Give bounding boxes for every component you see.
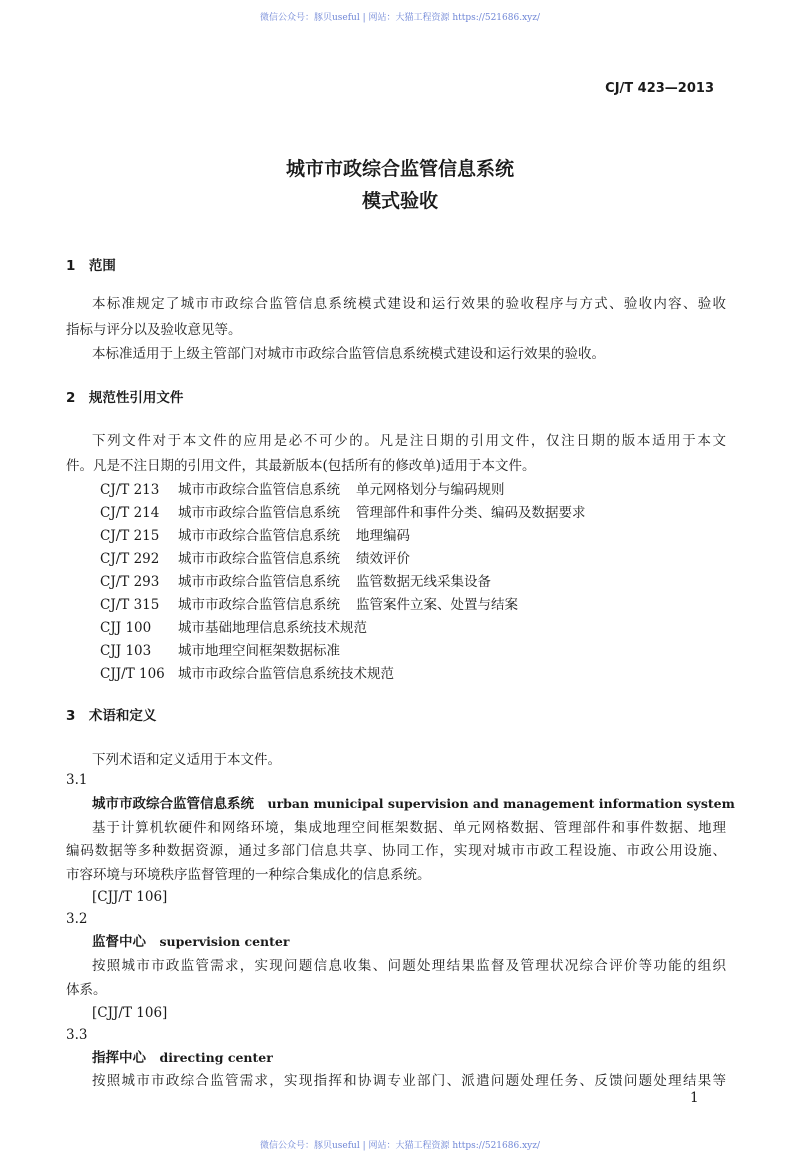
reference-item xyxy=(100,527,410,545)
paragraph-line: 本标准适用于上级主管部门对城市市政综合监管信息系统模式建设和运行效果的验收。 xyxy=(92,346,605,362)
definition-line: 市容环境与环境秩序监督管理的一种综合集成化的信息系统。 xyxy=(66,867,431,883)
reference-title: 城市市政综合监管信息系统 xyxy=(178,505,340,521)
reference-subtitle: 地理编码 xyxy=(356,528,410,544)
term-number: 3.1 xyxy=(66,772,88,788)
reference-title: 城市市政综合监管信息系统 xyxy=(178,528,340,544)
standard-code: CJ/T 423—2013 xyxy=(605,81,714,96)
reference-title: 城市地理空间框架数据标准 xyxy=(178,643,340,659)
term-heading xyxy=(92,1049,273,1067)
section-2-heading: 2 规范性引用文件 xyxy=(66,390,184,406)
reference-code: CJJ/T 106 xyxy=(100,666,165,682)
definition-line: 按照城市市政监管需求，实现问题信息收集、问题处理结果监督及管理状况综合评价等功能的组织 xyxy=(92,958,726,974)
definition-line: 编码数据等多种数据资源，通过多部门信息共享、协同工作，实现对城市市政工程设施、市政公用设施、 xyxy=(66,843,726,859)
doc-title-line1: 城市市政综合监管信息系统 xyxy=(285,158,514,180)
reference-code: CJ/T 214 xyxy=(100,505,160,521)
watermark-bottom: 微信公众号：豚贝useful | 网站：大猫工程资源 https://521686.xyz/ xyxy=(259,1141,541,1151)
reference-code: CJ/T 293 xyxy=(100,574,160,590)
term-zh: 指挥中心 xyxy=(92,1050,146,1066)
paragraph-line: 件。凡是不注日期的引用文件，其最新版本(包括所有的修改单)适用于本文件。 xyxy=(66,458,536,474)
term-heading xyxy=(92,795,735,813)
term-number: 3.2 xyxy=(66,911,88,927)
reference-subtitle: 单元网格划分与编码规则 xyxy=(356,482,505,498)
term-en: urban municipal supervision and management information system xyxy=(267,796,735,811)
reference-item xyxy=(100,481,505,499)
term-en: supervision center xyxy=(159,934,290,949)
reference-item xyxy=(100,642,356,660)
definition-line: 按照城市市政综合监管需求，实现指挥和协调专业部门、派遣问题处理任务、反馈问题处理结果等 xyxy=(92,1073,726,1089)
paragraph-line: 下列文件对于本文件的应用是必不可少的。凡是注日期的引用文件，仅注日期的版本适用于本文 xyxy=(92,433,726,449)
reference-code: CJ/T 315 xyxy=(100,597,160,613)
reference-code: CJJ 100 xyxy=(100,620,152,636)
reference-subtitle: 管理部件和事件分类、编码及数据要求 xyxy=(356,505,586,521)
reference-item xyxy=(100,665,410,683)
reference-code: CJ/T 215 xyxy=(100,528,160,544)
reference-subtitle: 绩效评价 xyxy=(356,551,410,567)
paragraph-line: 下列术语和定义适用于本文件。 xyxy=(92,752,281,768)
definition-line: 基于计算机软硬件和网络环境，集成地理空间框架数据、单元网格数据、管理部件和事件数据、地理 xyxy=(92,820,726,836)
reference-subtitle: 监管数据无线采集设备 xyxy=(356,574,491,590)
section-3-heading: 3 术语和定义 xyxy=(66,708,157,724)
definition-line: 体系。 xyxy=(66,982,107,998)
reference-title: 城市市政综合监管信息系统 xyxy=(178,482,340,498)
reference-code: CJ/T 292 xyxy=(100,551,160,567)
reference-item xyxy=(100,550,410,568)
watermark-top: 微信公众号：豚贝useful | 网站：大猫工程资源 https://521686.xyz/ xyxy=(259,13,541,23)
term-number: 3.3 xyxy=(66,1027,88,1043)
reference-item xyxy=(100,504,586,522)
doc-title-line2: 模式验收 xyxy=(361,190,438,212)
term-zh: 城市市政综合监管信息系统 xyxy=(92,796,254,812)
reference-subtitle: 监管案件立案、处置与结案 xyxy=(356,597,518,613)
term-heading xyxy=(92,933,289,951)
reference-item xyxy=(100,573,491,591)
reference-title: 城市市政综合监管信息系统技术规范 xyxy=(178,666,394,682)
term-zh: 监督中心 xyxy=(92,934,146,950)
reference-code: CJJ 103 xyxy=(100,643,152,659)
term-source: [CJJ/T 106] xyxy=(92,1005,168,1021)
reference-item xyxy=(100,596,518,614)
reference-title: 城市基础地理信息系统技术规范 xyxy=(178,620,367,636)
reference-title: 城市市政综合监管信息系统 xyxy=(178,597,340,613)
paragraph-line: 指标与评分以及验收意见等。 xyxy=(66,322,242,338)
page-number: 1 xyxy=(690,1090,699,1106)
reference-title: 城市市政综合监管信息系统 xyxy=(178,551,340,567)
reference-code: CJ/T 213 xyxy=(100,482,160,498)
section-1-heading: 1 范围 xyxy=(66,258,116,274)
term-source: [CJJ/T 106] xyxy=(92,889,168,905)
reference-title: 城市市政综合监管信息系统 xyxy=(178,574,340,590)
term-en: directing center xyxy=(159,1050,273,1065)
paragraph-line: 本标准规定了城市市政综合监管信息系统模式建设和运行效果的验收程序与方式、验收内容、验收 xyxy=(92,296,726,312)
reference-item xyxy=(100,619,383,637)
